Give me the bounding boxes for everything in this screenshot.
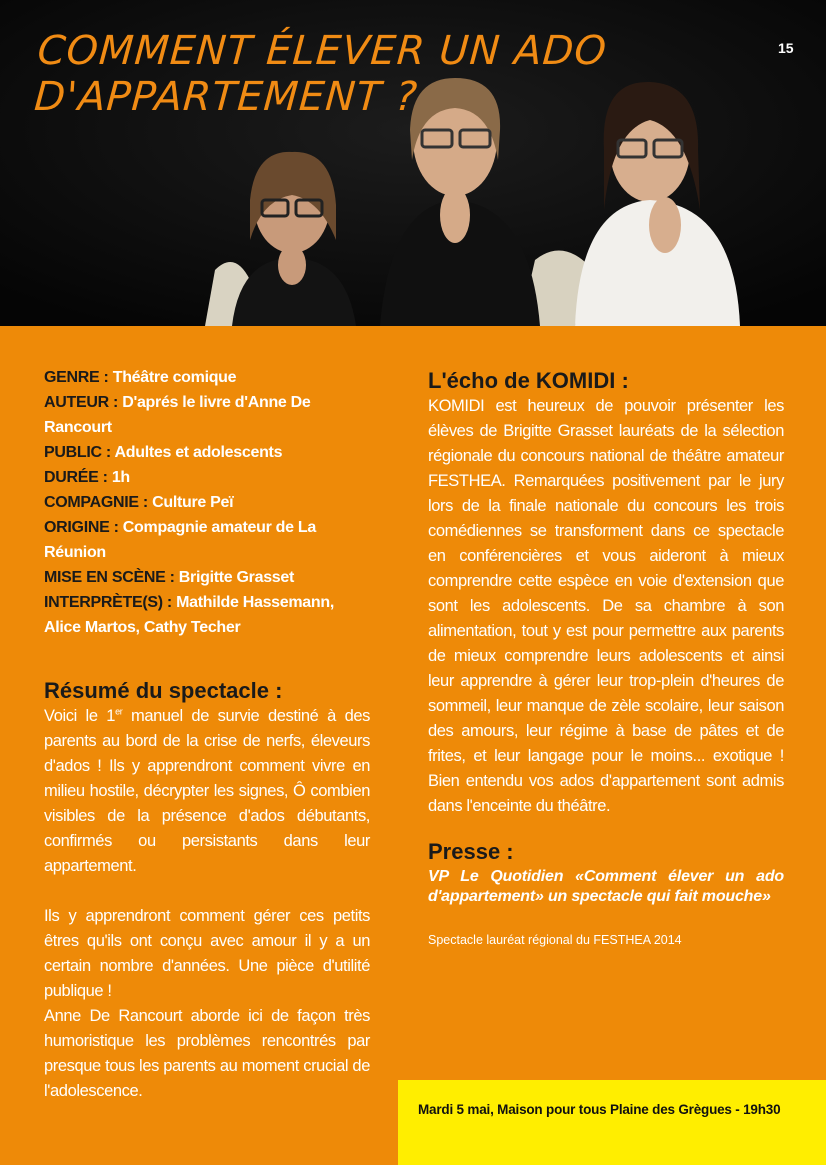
info-label: AUTEUR : [44, 394, 119, 411]
summary-text: Voici le 1 [44, 707, 116, 725]
press-heading: Presse : [428, 839, 514, 864]
info-value: 1h [107, 469, 130, 486]
summary-heading: Résumé du spectacle : [44, 678, 283, 703]
summary-text: Ils y apprendront comment gérer ces petits êtres qu'ils ont conçu avec amour il y a un certain nombre d'années. Une pièce d'utilité publique ! [44, 907, 370, 1000]
info-value: Adultes et adolescents [110, 444, 283, 461]
summary-paragraph-2 [44, 904, 370, 1104]
info-label: ORIGINE : [44, 519, 119, 536]
info-value: Mathilde Hassemann, Alice Martos, Cathy Techer [44, 594, 335, 636]
press-quote: VP Le Quotidien «Comment élever un ado d'appartement» un spectacle qui fait mouche» [428, 868, 784, 905]
left-column [44, 365, 370, 1104]
show-info-list [44, 365, 370, 640]
info-value: Compagnie amateur de La Réunion [44, 519, 316, 561]
info-value: Théâtre comique [108, 369, 237, 386]
info-origin [44, 515, 370, 565]
info-genre [44, 365, 370, 390]
event-box [398, 1080, 826, 1165]
info-label: PUBLIC : [44, 444, 111, 461]
header-photo [0, 0, 826, 326]
info-duration [44, 465, 370, 490]
info-label: COMPAGNIE : [44, 494, 148, 511]
info-performers [44, 590, 370, 640]
superscript: er [115, 706, 123, 717]
info-label: GENRE : [44, 369, 109, 386]
summary-text: Anne De Rancourt aborde ici de façon très humoristique les problèmes rencontrés par presque tous les parents au moment crucial de l'adolescence. [44, 1007, 370, 1100]
echo-paragraph: KOMIDI est heureux de pouvoir présenter les élèves de Brigitte Grasset lauréats de la sélection régionale du concours national de théâtre amateur FESTHEA. Remarquées positivement par le jury lors de la finale nationale du concours les trois comédiennes se transforment dans ce spectacle en conférencières et vous aideront à mieux comprendre cette espèce en voie d'extension que sont les adolescents. De sa chambre à son alimentation, tout y est pour permettre aux parents de mieux comprendre leurs adolescents et ainsi leur apprendre à gérer leur trop-plein d'heures de sommeil, leur manque de zèle scolaire, leur saison des amours, leur régime à base de pâtes et de frites, et leur langage pour le moins... exotique ! Bien entendu vos ados d'appartement sont admis dans l'enceinte du théâtre. [428, 397, 784, 815]
info-label: INTERPRÈTE(S) : [44, 594, 172, 611]
info-audience [44, 440, 370, 465]
page-number: 15 [778, 40, 794, 56]
event-date-venue: Mardi 5 mai, Maison pour tous Plaine des Grègues - 19h30 [418, 1102, 781, 1117]
title-line-1: COMMENT ÉLEVER UN ADO [36, 28, 609, 74]
info-label: MISE EN SCÈNE : [44, 569, 175, 586]
award-note: Spectacle lauréat régional du FESTHEA 2014 [428, 933, 682, 947]
right-column [428, 368, 784, 947]
summary-paragraph-1 [44, 704, 370, 879]
summary-text: manuel de survie destiné à des parents au bord de la crise de nerfs, éleveurs d'ados ! Ils y apprendront comment vivre en milieu hostile, décrypter les signes, Ô combien visibles de la présence d'ados débutants, confirmés ou persistants dans leur appartement. [44, 707, 370, 875]
info-company [44, 490, 370, 515]
echo-heading: L'écho de KOMIDI : [428, 368, 629, 393]
info-director [44, 565, 370, 590]
page-title [33, 28, 609, 120]
info-value: D'aprés le livre d'Anne De Rancourt [44, 394, 311, 436]
info-author [44, 390, 370, 440]
info-value: Culture Peï [147, 494, 234, 511]
title-line-2: D'APPARTEMENT ? [32, 74, 420, 120]
info-label: DURÉE : [44, 469, 108, 486]
info-value: Brigitte Grasset [174, 569, 295, 586]
